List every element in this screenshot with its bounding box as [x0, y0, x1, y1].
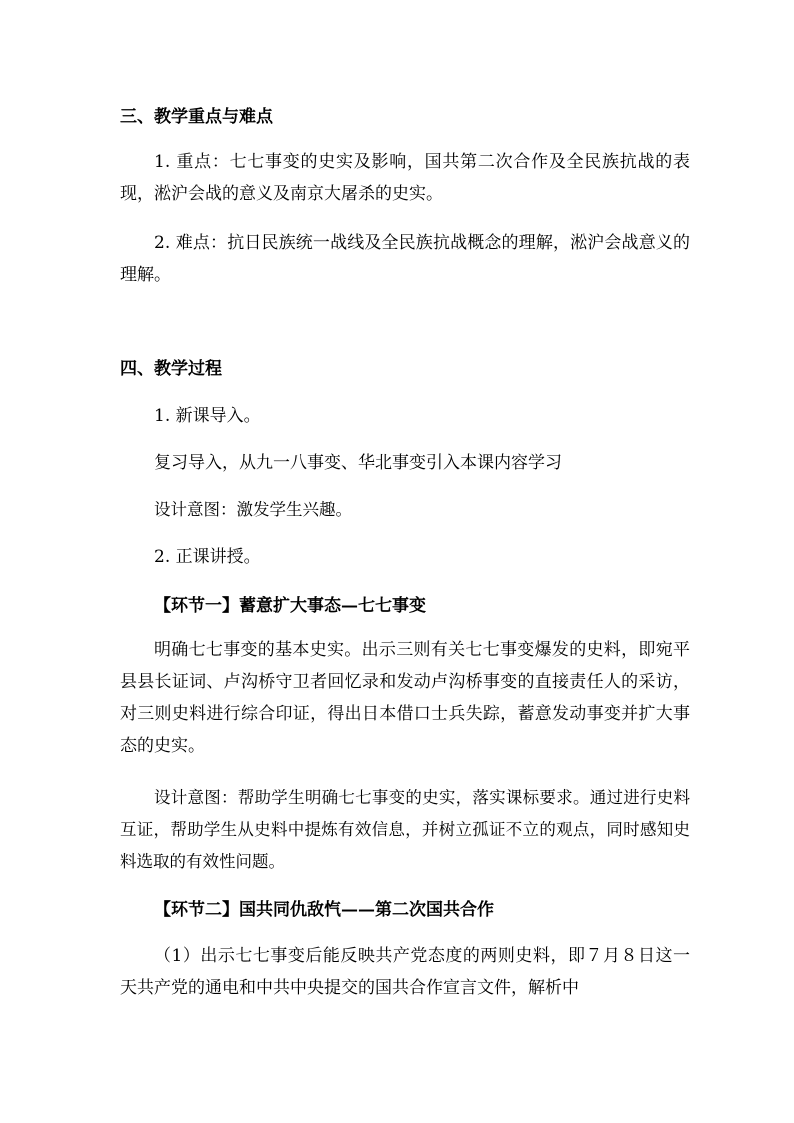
difficult-points-paragraph: 2. 难点：抗日民族统一战线及全民族抗战概念的理解，淞沪会战意义的理解。 [120, 233, 690, 285]
section3-heading: 三、教学重点与难点 [120, 107, 273, 127]
step2-title: 2. 正课讲授。 [154, 547, 261, 567]
step1-text: 复习导入，从九一八事变、华北事变引入本课内容学习 [154, 453, 562, 473]
link2-heading: 【环节二】国共同仇敌忾——第二次国共合作 [154, 900, 494, 920]
step1-title: 1. 新课导入。 [154, 406, 261, 426]
step1-design-intent: 设计意图：激发学生兴趣。 [154, 500, 352, 519]
link1-heading: 【环节一】蓄意扩大事态—七七事变 [154, 596, 426, 616]
link1-design-intent: 设计意图：帮助学生明确七七事变的史实，落实课标要求。通过进行史料互证，帮助学生从史料中提炼有效信息，并树立孤证不立的观点，同时感知史料选取的有效性问题。 [120, 788, 690, 871]
key-points-paragraph: 1. 重点：七七事变的史实及影响，国共第二次合作及全民族抗战的表现，淞沪会战的意义及南京大屠杀的史实。 [120, 152, 690, 204]
link1-paragraph: 明确七七事变的基本史实。出示三则有关七七事变爆发的史料，即宛平县县长证词、卢沟桥守卫者回忆录和发动卢沟桥事变的直接责任人的采访，对三则史料进行综合印证，得出日本借口士兵失踪，蓄意发动事变并扩大事态的史实。 [120, 640, 690, 756]
section4-heading: 四、教学过程 [120, 359, 222, 379]
link2-paragraph: （1）出示七七事变后能反映共产党态度的两则史料，即７月８日这一天共产党的通电和中共中央提交的国共合作宣言文件，解析中 [120, 946, 690, 998]
